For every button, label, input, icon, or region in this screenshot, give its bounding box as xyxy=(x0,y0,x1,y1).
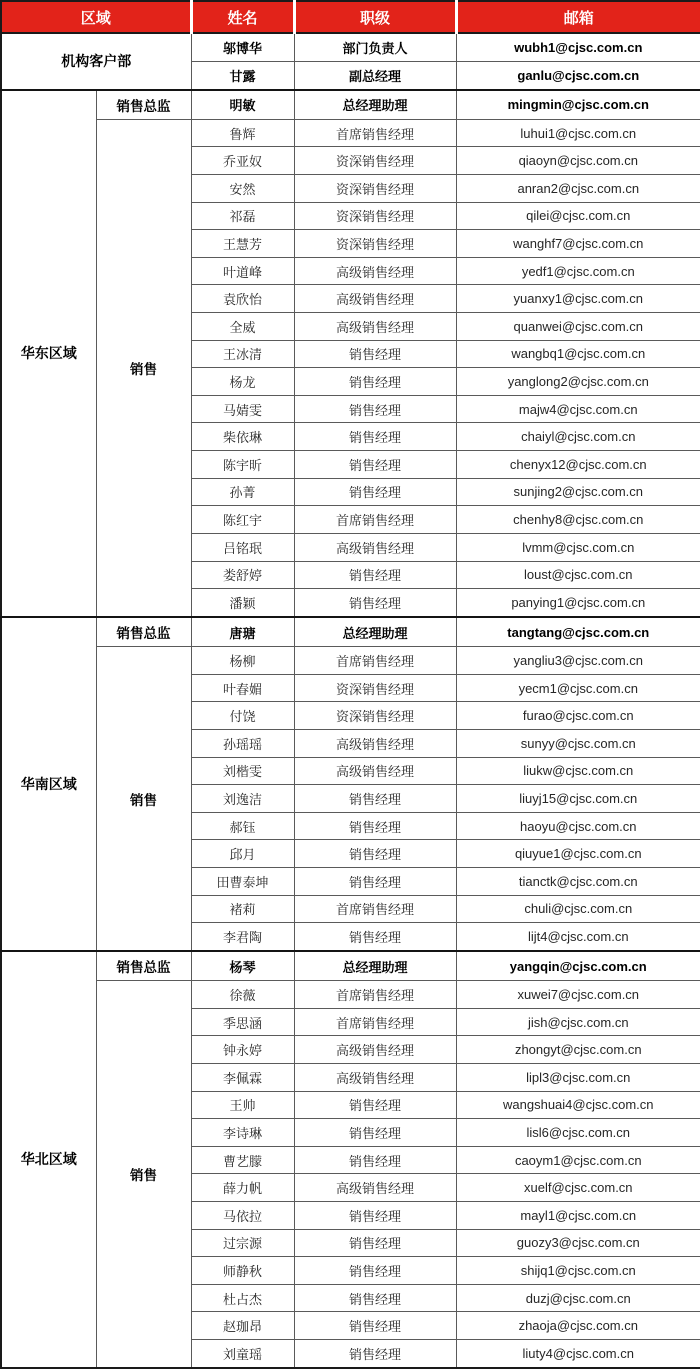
title-cell: 高级销售经理 xyxy=(294,1063,456,1091)
name-cell: 明敏 xyxy=(191,90,294,120)
title-cell: 销售经理 xyxy=(294,1340,456,1368)
name-cell: 季思涵 xyxy=(191,1008,294,1036)
table-row xyxy=(1,981,700,1009)
email-cell: jish@cjsc.com.cn xyxy=(456,1008,700,1036)
name-cell: 祁磊 xyxy=(191,202,294,230)
table-header-row xyxy=(1,1,700,33)
name-cell: 杨龙 xyxy=(191,368,294,396)
region-cell: 机构客户部 xyxy=(1,33,191,90)
name-cell: 潘颖 xyxy=(191,589,294,617)
name-cell: 刘楷雯 xyxy=(191,757,294,785)
email-cell: haoyu@cjsc.com.cn xyxy=(456,812,700,840)
email-cell: chaiyl@cjsc.com.cn xyxy=(456,423,700,451)
name-cell: 马依拉 xyxy=(191,1202,294,1230)
email-cell: qiaoyn@cjsc.com.cn xyxy=(456,147,700,175)
title-cell: 销售经理 xyxy=(294,1257,456,1285)
region-cell: 华北区域 xyxy=(1,951,96,1368)
email-cell: lipl3@cjsc.com.cn xyxy=(456,1063,700,1091)
title-cell: 首席销售经理 xyxy=(294,895,456,923)
name-cell: 吕铭珉 xyxy=(191,533,294,561)
email-cell: wangbq1@cjsc.com.cn xyxy=(456,340,700,368)
email-cell: yanglong2@cjsc.com.cn xyxy=(456,368,700,396)
title-cell: 销售经理 xyxy=(294,1091,456,1119)
sales-label-cell: 销售 xyxy=(96,981,191,1368)
name-cell: 刘逸洁 xyxy=(191,785,294,813)
email-cell: yedf1@cjsc.com.cn xyxy=(456,257,700,285)
name-cell: 陈红宇 xyxy=(191,506,294,534)
name-cell: 唐瑭 xyxy=(191,617,294,647)
title-cell: 销售经理 xyxy=(294,867,456,895)
title-cell: 副总经理 xyxy=(294,61,456,89)
name-cell: 王帅 xyxy=(191,1091,294,1119)
title-cell: 销售经理 xyxy=(294,785,456,813)
title-cell: 资深销售经理 xyxy=(294,674,456,702)
title-cell: 销售经理 xyxy=(294,1146,456,1174)
email-cell: duzj@cjsc.com.cn xyxy=(456,1284,700,1312)
title-cell: 销售经理 xyxy=(294,1284,456,1312)
column-header-email: 邮箱 xyxy=(456,1,700,33)
name-cell: 陈宇昕 xyxy=(191,451,294,479)
email-cell: loust@cjsc.com.cn xyxy=(456,561,700,589)
title-cell: 高级销售经理 xyxy=(294,257,456,285)
title-cell: 部门负责人 xyxy=(294,33,456,61)
name-cell: 杨琴 xyxy=(191,951,294,981)
title-cell: 总经理助理 xyxy=(294,90,456,120)
name-cell: 钟永婷 xyxy=(191,1036,294,1064)
title-cell: 首席销售经理 xyxy=(294,506,456,534)
title-cell: 首席销售经理 xyxy=(294,119,456,147)
director-label-cell: 销售总监 xyxy=(96,90,191,120)
name-cell: 叶道峰 xyxy=(191,257,294,285)
email-cell: mayl1@cjsc.com.cn xyxy=(456,1202,700,1230)
title-cell: 高级销售经理 xyxy=(294,313,456,341)
sales-label-cell: 销售 xyxy=(96,647,191,951)
title-cell: 销售经理 xyxy=(294,1119,456,1147)
name-cell: 赵珈昂 xyxy=(191,1312,294,1340)
name-cell: 曹艺朦 xyxy=(191,1146,294,1174)
title-cell: 资深销售经理 xyxy=(294,174,456,202)
title-cell: 销售经理 xyxy=(294,812,456,840)
name-cell: 李君陶 xyxy=(191,923,294,951)
email-cell: lijt4@cjsc.com.cn xyxy=(456,923,700,951)
title-cell: 资深销售经理 xyxy=(294,230,456,258)
name-cell: 杨柳 xyxy=(191,647,294,675)
name-cell: 鲁辉 xyxy=(191,119,294,147)
name-cell: 付饶 xyxy=(191,702,294,730)
email-cell: sunyy@cjsc.com.cn xyxy=(456,729,700,757)
email-cell: qiuyue1@cjsc.com.cn xyxy=(456,840,700,868)
title-cell: 首席销售经理 xyxy=(294,647,456,675)
title-cell: 销售经理 xyxy=(294,451,456,479)
name-cell: 王冰清 xyxy=(191,340,294,368)
email-cell: anran2@cjsc.com.cn xyxy=(456,174,700,202)
region-cell: 华南区域 xyxy=(1,617,96,951)
email-cell: yecm1@cjsc.com.cn xyxy=(456,674,700,702)
title-cell: 总经理助理 xyxy=(294,951,456,981)
name-cell: 安然 xyxy=(191,174,294,202)
email-cell: panying1@cjsc.com.cn xyxy=(456,589,700,617)
email-cell: xuelf@cjsc.com.cn xyxy=(456,1174,700,1202)
title-cell: 销售经理 xyxy=(294,423,456,451)
email-cell: shijq1@cjsc.com.cn xyxy=(456,1257,700,1285)
email-cell: yangqin@cjsc.com.cn xyxy=(456,951,700,981)
email-cell: lvmm@cjsc.com.cn xyxy=(456,533,700,561)
name-cell: 过宗源 xyxy=(191,1229,294,1257)
table-body xyxy=(1,33,700,1368)
name-cell: 师静秋 xyxy=(191,1257,294,1285)
email-cell: chenyx12@cjsc.com.cn xyxy=(456,451,700,479)
name-cell: 李佩霖 xyxy=(191,1063,294,1091)
name-cell: 杜占杰 xyxy=(191,1284,294,1312)
name-cell: 马婧雯 xyxy=(191,395,294,423)
email-cell: chenhy8@cjsc.com.cn xyxy=(456,506,700,534)
title-cell: 高级销售经理 xyxy=(294,729,456,757)
email-cell: guozy3@cjsc.com.cn xyxy=(456,1229,700,1257)
title-cell: 销售经理 xyxy=(294,368,456,396)
table-row xyxy=(1,647,700,675)
email-cell: lisl6@cjsc.com.cn xyxy=(456,1119,700,1147)
title-cell: 销售经理 xyxy=(294,561,456,589)
title-cell: 高级销售经理 xyxy=(294,1174,456,1202)
email-cell: wangshuai4@cjsc.com.cn xyxy=(456,1091,700,1119)
email-cell: mingmin@cjsc.com.cn xyxy=(456,90,700,120)
table-row xyxy=(1,119,700,147)
title-cell: 首席销售经理 xyxy=(294,981,456,1009)
table-row xyxy=(1,951,700,981)
email-cell: zhongyt@cjsc.com.cn xyxy=(456,1036,700,1064)
title-cell: 高级销售经理 xyxy=(294,1036,456,1064)
email-cell: tangtang@cjsc.com.cn xyxy=(456,617,700,647)
name-cell: 邱月 xyxy=(191,840,294,868)
name-cell: 孙菁 xyxy=(191,478,294,506)
title-cell: 高级销售经理 xyxy=(294,757,456,785)
table-row xyxy=(1,33,700,61)
director-label-cell: 销售总监 xyxy=(96,617,191,647)
email-cell: qilei@cjsc.com.cn xyxy=(456,202,700,230)
email-cell: ganlu@cjsc.com.cn xyxy=(456,61,700,89)
email-cell: wanghf7@cjsc.com.cn xyxy=(456,230,700,258)
title-cell: 资深销售经理 xyxy=(294,147,456,175)
title-cell: 销售经理 xyxy=(294,478,456,506)
name-cell: 邬博华 xyxy=(191,33,294,61)
email-cell: liuyj15@cjsc.com.cn xyxy=(456,785,700,813)
email-cell: chuli@cjsc.com.cn xyxy=(456,895,700,923)
title-cell: 销售经理 xyxy=(294,923,456,951)
title-cell: 销售经理 xyxy=(294,1202,456,1230)
name-cell: 柴依琳 xyxy=(191,423,294,451)
name-cell: 薛力帆 xyxy=(191,1174,294,1202)
email-cell: tianctk@cjsc.com.cn xyxy=(456,867,700,895)
director-label-cell: 销售总监 xyxy=(96,951,191,981)
table-row xyxy=(1,90,700,120)
email-cell: wubh1@cjsc.com.cn xyxy=(456,33,700,61)
column-header-region: 区域 xyxy=(1,1,191,33)
title-cell: 高级销售经理 xyxy=(294,533,456,561)
title-cell: 销售经理 xyxy=(294,589,456,617)
email-cell: luhui1@cjsc.com.cn xyxy=(456,119,700,147)
email-cell: yuanxy1@cjsc.com.cn xyxy=(456,285,700,313)
title-cell: 资深销售经理 xyxy=(294,702,456,730)
column-header-name: 姓名 xyxy=(191,1,294,33)
title-cell: 销售经理 xyxy=(294,340,456,368)
name-cell: 田曹泰坤 xyxy=(191,867,294,895)
email-cell: caoym1@cjsc.com.cn xyxy=(456,1146,700,1174)
name-cell: 孙瑶瑶 xyxy=(191,729,294,757)
name-cell: 李诗琳 xyxy=(191,1119,294,1147)
name-cell: 褚莉 xyxy=(191,895,294,923)
title-cell: 销售经理 xyxy=(294,395,456,423)
name-cell: 甘露 xyxy=(191,61,294,89)
email-cell: quanwei@cjsc.com.cn xyxy=(456,313,700,341)
table-row xyxy=(1,617,700,647)
title-cell: 销售经理 xyxy=(294,1229,456,1257)
email-cell: liukw@cjsc.com.cn xyxy=(456,757,700,785)
name-cell: 刘童瑶 xyxy=(191,1340,294,1368)
email-cell: furao@cjsc.com.cn xyxy=(456,702,700,730)
name-cell: 全威 xyxy=(191,313,294,341)
title-cell: 总经理助理 xyxy=(294,617,456,647)
region-cell: 华东区域 xyxy=(1,90,96,617)
title-cell: 首席销售经理 xyxy=(294,1008,456,1036)
name-cell: 乔亚奴 xyxy=(191,147,294,175)
email-cell: yangliu3@cjsc.com.cn xyxy=(456,647,700,675)
title-cell: 高级销售经理 xyxy=(294,285,456,313)
title-cell: 销售经理 xyxy=(294,1312,456,1340)
sales-label-cell: 销售 xyxy=(96,119,191,617)
title-cell: 资深销售经理 xyxy=(294,202,456,230)
name-cell: 娄舒婷 xyxy=(191,561,294,589)
email-cell: zhaoja@cjsc.com.cn xyxy=(456,1312,700,1340)
column-header-title: 职级 xyxy=(294,1,456,33)
email-cell: liuty4@cjsc.com.cn xyxy=(456,1340,700,1368)
name-cell: 袁欣怡 xyxy=(191,285,294,313)
name-cell: 郝钰 xyxy=(191,812,294,840)
name-cell: 徐薇 xyxy=(191,981,294,1009)
name-cell: 叶春媚 xyxy=(191,674,294,702)
title-cell: 销售经理 xyxy=(294,840,456,868)
email-cell: xuwei7@cjsc.com.cn xyxy=(456,981,700,1009)
name-cell: 王慧芳 xyxy=(191,230,294,258)
email-cell: majw4@cjsc.com.cn xyxy=(456,395,700,423)
email-cell: sunjing2@cjsc.com.cn xyxy=(456,478,700,506)
